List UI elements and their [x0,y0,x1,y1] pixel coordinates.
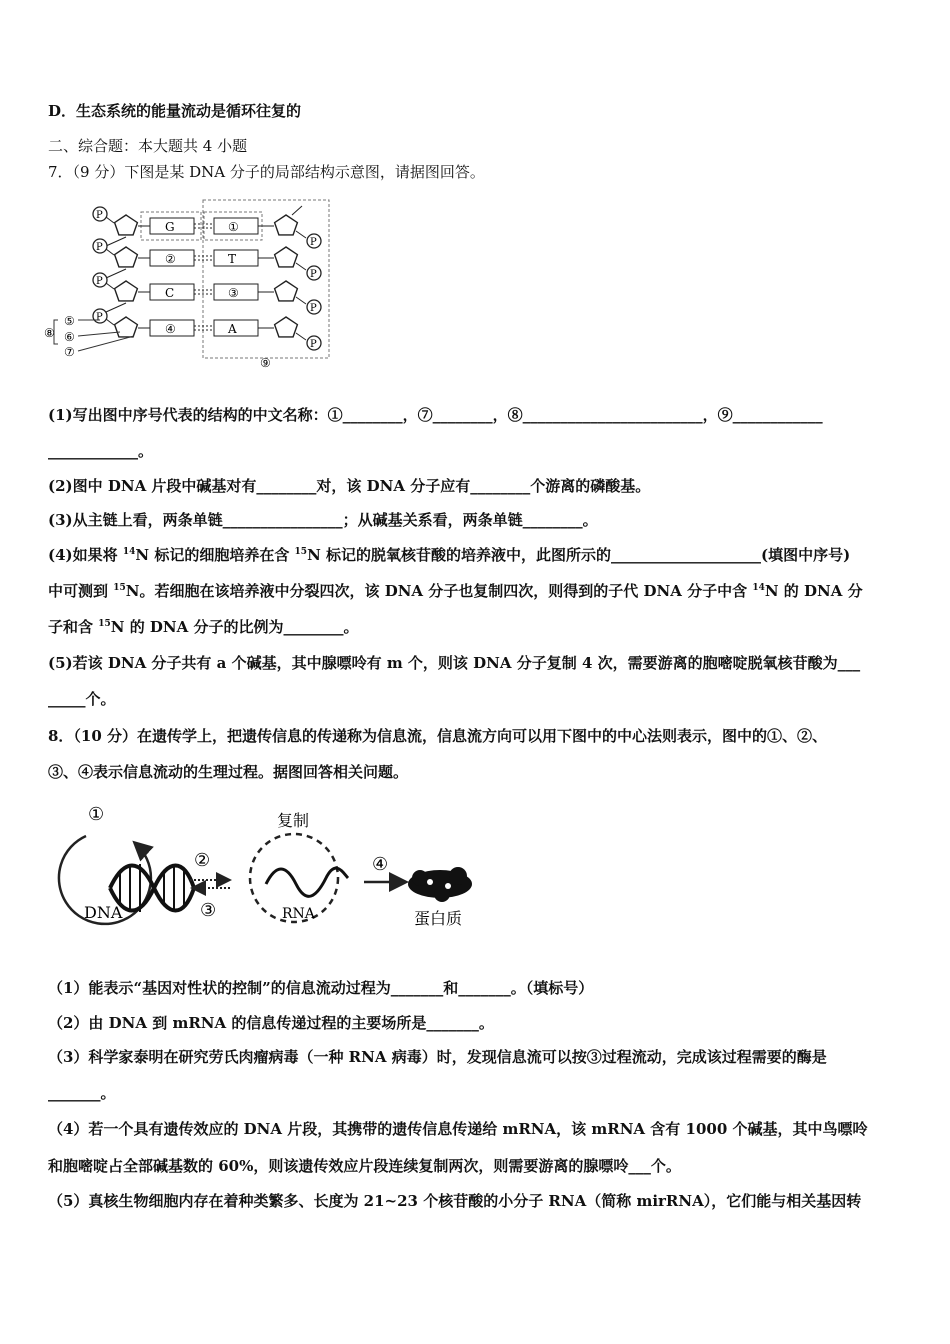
q8-part5-line1: （5）真核生物细胞内存在着种类繁多、长度为 21~23 个核苷酸的小分子 RNA（简称 mirRNA），它们能与相关基因转 [48,1192,862,1210]
bond-left-1 [106,217,114,223]
base-right-4: A [228,322,237,336]
phosphate-right-1-label: P [310,237,317,248]
bond-right-1 [296,231,306,238]
q7-part5-line1: (5)若该 DNA 分子共有 a 个碱基，其中腺嘌呤有 m 个，则该 DNA 分子复制 4 次，需要游离的胞嘧啶脱氧核苷酸为___ [48,654,861,672]
protein-label: 蛋白质 [414,909,463,928]
q8-part2: （2）由 DNA 到 mRNA 的信息传递过程的主要场所是_______。 [48,1014,494,1032]
pointer-6 [78,332,120,336]
phosphate-right-4-label: P [310,339,317,350]
marker-7: ⑦ [64,345,75,359]
q7-part4-line1: (4)如果将 $^{14}$N 标记的细胞培养在含 $^{15}$N 标记的脱氧核苷酸的培养液中，此图所示的____________________(填图中序号) [48,546,851,564]
central-dogma-figure [44,798,484,943]
q8-part4-line2: 和胞嘧啶占全部碱基数的 60%，则该遗传效应片段连续复制两次，则需要游离的腺嘌呤___个。 [48,1157,681,1175]
q7-stem: 7．（9 分）下图是某 DNA 分子的局部结构示意图，请据图回答。 [48,163,485,181]
q7-part2: (2)图中 DNA 片段中碱基对有________对，该 DNA 分子应有________个游离的磷酸基。 [48,477,651,495]
phosphate-left-3-label: P [96,276,103,287]
process-3-label: ③ [200,900,217,921]
option-d: D．生态系统的能量流动是循环往复的 [48,102,302,120]
bond-left-4 [106,319,114,325]
dna-helix-strand-2 [110,866,194,911]
phosphate-right-2-label: P [310,269,317,280]
phosphate-left-4-label: P [96,312,103,323]
process-4-label: ④ [372,854,389,875]
pointer-7 [78,336,134,351]
process-2-label: ② [194,850,211,871]
protein-blob-icon [408,867,472,902]
marker-6: ⑥ [64,330,75,344]
marker-8: ⑧ [44,326,55,340]
q7-part3: (3)从主链上看，两条单链________________；从碱基关系看，两条单链________。 [48,511,598,529]
q8-part3-line1: （3）科学家泰明在研究劳氏肉瘤病毒（一种 RNA 病毒）时，发现信息流可以按③过程流动，完成该过程需要的酶是 [48,1048,827,1066]
base-left-2: ② [165,252,176,266]
q8-stem-line1: 8．（10 分）在遗传学上，把遗传信息的传递称为信息流，信息流方向可以用下图中的中心法则表示，图中的①、②、 [48,727,828,745]
bond-right-3 [296,297,306,304]
base-right-2: T [228,252,237,266]
sugar-right-4 [275,317,298,337]
q7-part4-line3: 子和含 $^{15}$N 的 DNA 分子的比例为________。 [48,618,359,636]
base-left-4: ④ [165,322,176,336]
backbone-left-1 [106,237,126,246]
q8-stem-line2: ③、④表示信息流动的生理过程。据图回答相关问题。 [48,763,409,781]
sugar-right-1 [275,215,298,235]
sugar-left-4 [115,317,138,337]
sugar-right-2 [275,247,298,267]
sugar-right-3 [275,281,298,301]
base-right-3: ③ [228,286,239,300]
base-left-3: C [165,286,175,300]
bond-right-4 [296,333,306,340]
backbone-left-2 [106,269,126,278]
marker-9: ⑨ [260,356,271,370]
bond-left-2 [106,249,114,255]
dna-label: DNA [84,903,123,922]
bond-left-3 [106,283,114,289]
sugar-left-1 [115,215,138,235]
q7-part1-line2: ____________。 [48,442,154,460]
section-heading: 二、综合题：本大题共 4 小题 [48,137,248,155]
marker-5: ⑤ [64,314,75,328]
phosphate-left-1-label: P [96,210,103,221]
replication-label: 复制 [277,811,310,830]
rna-label: RNA [282,906,315,922]
q8-part4-line1: （4）若一个具有遗传效应的 DNA 片段，其携带的遗传信息传递给 mRNA，该 mRNA 含有 1000 个碱基，其中鸟嘌呤 [48,1120,868,1138]
sugar-left-2 [115,247,138,267]
strand-tail-right [292,206,302,215]
q7-part4-line2: 中可测到 $^{15}$N。若细胞在该培养液中分裂四次，该 DNA 分子也复制四次，则得到的子代 DNA 分子中含 $^{14}$N 的 DNA 分 [48,582,863,600]
phosphate-left-2-label: P [96,242,103,253]
base-left-1: G [165,220,175,234]
q7-part1-line1: (1)写出图中序号代表的结构的中文名称：①________，⑦________，⑧________________________，⑨____________ [48,406,823,424]
q8-part1: （1）能表示“基因对性状的控制”的信息流动过程为_______和_______。（填标号） [48,979,594,997]
backbone-left-3 [106,303,126,312]
dna-structure-figure [44,196,334,372]
process-1-label: ① [88,804,105,825]
base-right-1: ① [228,220,239,234]
bond-right-2 [296,263,306,270]
sugar-left-3 [115,281,138,301]
q8-part3-line2: _______。 [48,1084,116,1102]
phosphate-right-3-label: P [310,303,317,314]
q7-part5-line2: _____个。 [48,690,116,708]
